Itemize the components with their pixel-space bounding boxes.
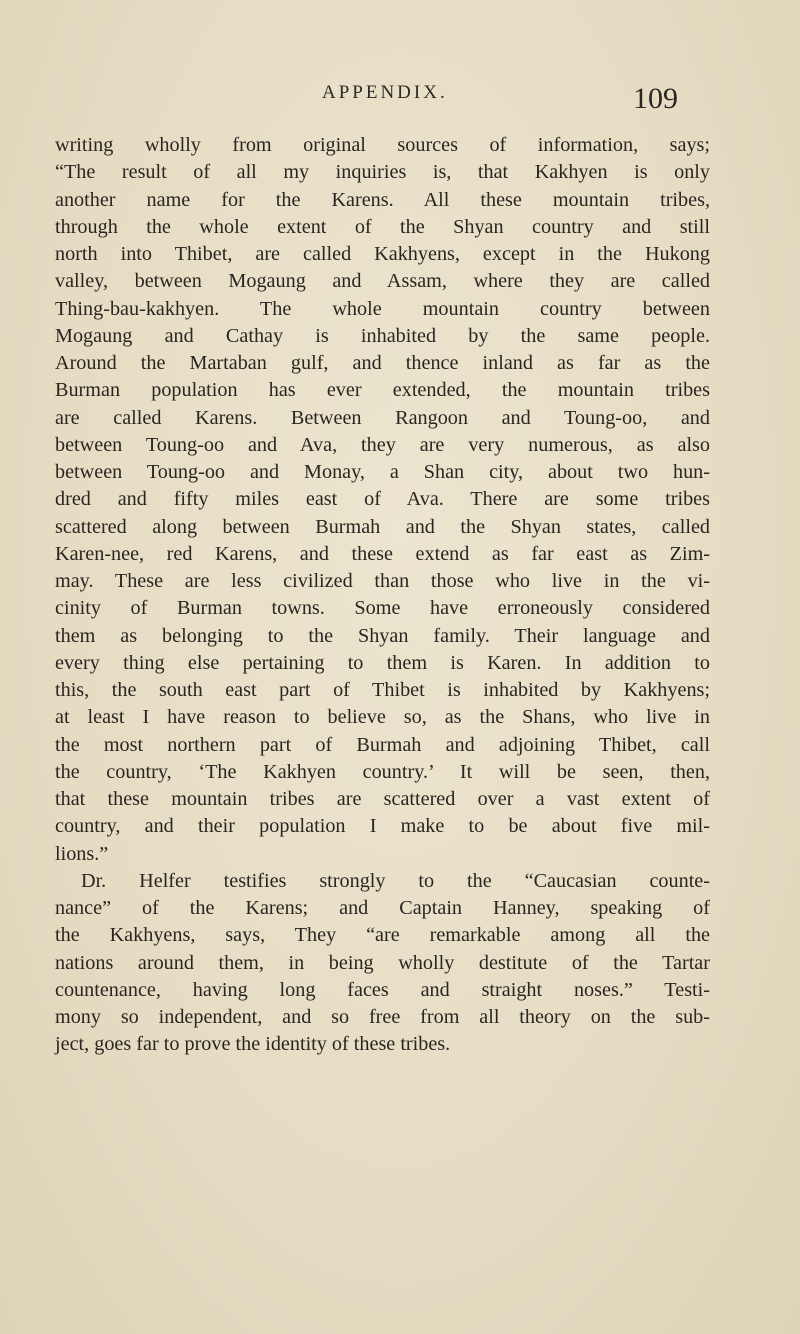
text-line: lions.” [55,842,109,865]
text-line: writing wholly from original sources of information, says; [55,134,710,156]
text-line: another name for the Karens. All these mountain tribes, [55,188,710,211]
text-line: this, the south east part of Thibet is inhabited by Kakhyens; [55,679,710,701]
text-line: are called Karens. Between Rangoon and Toung-oo, and [55,406,710,429]
text-line: Around the Martaban gulf, and thence inland as far as the [55,352,710,374]
text-line: mony so independent, and so free from all theory on the sub- [55,1006,710,1028]
text-line: Thing-bau-kakhyen. The whole mountain country between [55,297,710,320]
text-line: them as belonging to the Shyan family. Their language and [55,624,710,647]
text-line: north into Thibet, are called Kakhyens, except in the Hukong [55,243,710,265]
text-line: Dr. Helfer testifies strongly to the “Caucasian counte- [81,869,710,892]
text-line: between Toung-oo and Monay, a Shan city, about two hun- [55,461,710,483]
text-line: Mogaung and Cathay is inhabited by the same people. [55,324,710,347]
text-line: cinity of Burman towns. Some have erroneously considered [55,597,710,620]
text-line: valley, between Mogaung and Assam, where they are called [55,270,710,293]
text-line: between Toung-oo and Ava, they are very numerous, as also [55,433,710,456]
running-head: APPENDIX. [322,82,448,103]
text-line: nance” of the Karens; and Captain Hanney, speaking of [55,897,710,919]
text-line: the Kakhyens, says, They “are remarkable among all the [55,924,710,947]
page-number: 109 [633,82,678,115]
text-line: through the whole extent of the Shyan country and still [55,215,710,238]
body-text [55,132,710,1059]
text-line: nations around them, in being wholly destitute of the Tartar [55,951,710,974]
text-line: dred and fifty miles east of Ava. There are some tribes [55,488,710,511]
text-line: the country, ‘The Kakhyen country.’ It will be seen, then, [55,760,710,783]
text-line: Karen-nee, red Karens, and these extend as far east as Zim- [55,542,710,565]
text-line: every thing else pertaining to them is Karen. In addition to [55,651,710,674]
text-line: at least I have reason to believe so, as the Shans, who live in [55,706,710,729]
text-line: Burman population has ever extended, the mountain tribes [55,379,710,402]
text-line: may. These are less civilized than those who live in the vi- [55,570,710,592]
text-line: “The result of all my inquiries is, that Kakhyen is only [55,161,710,184]
text-line: country, and their population I make to be about five mil- [55,815,710,838]
text-line: the most northern part of Burmah and adjoining Thibet, call [55,733,710,756]
page-header [0,82,800,122]
text-line: countenance, having long faces and straight noses.” Testi- [55,978,710,1001]
text-line: ject, goes far to prove the identity of these tribes. [55,1033,451,1056]
text-line: that these mountain tribes are scattered over a vast extent of [55,788,710,810]
text-line: scattered along between Burmah and the Shyan states, called [55,515,710,538]
